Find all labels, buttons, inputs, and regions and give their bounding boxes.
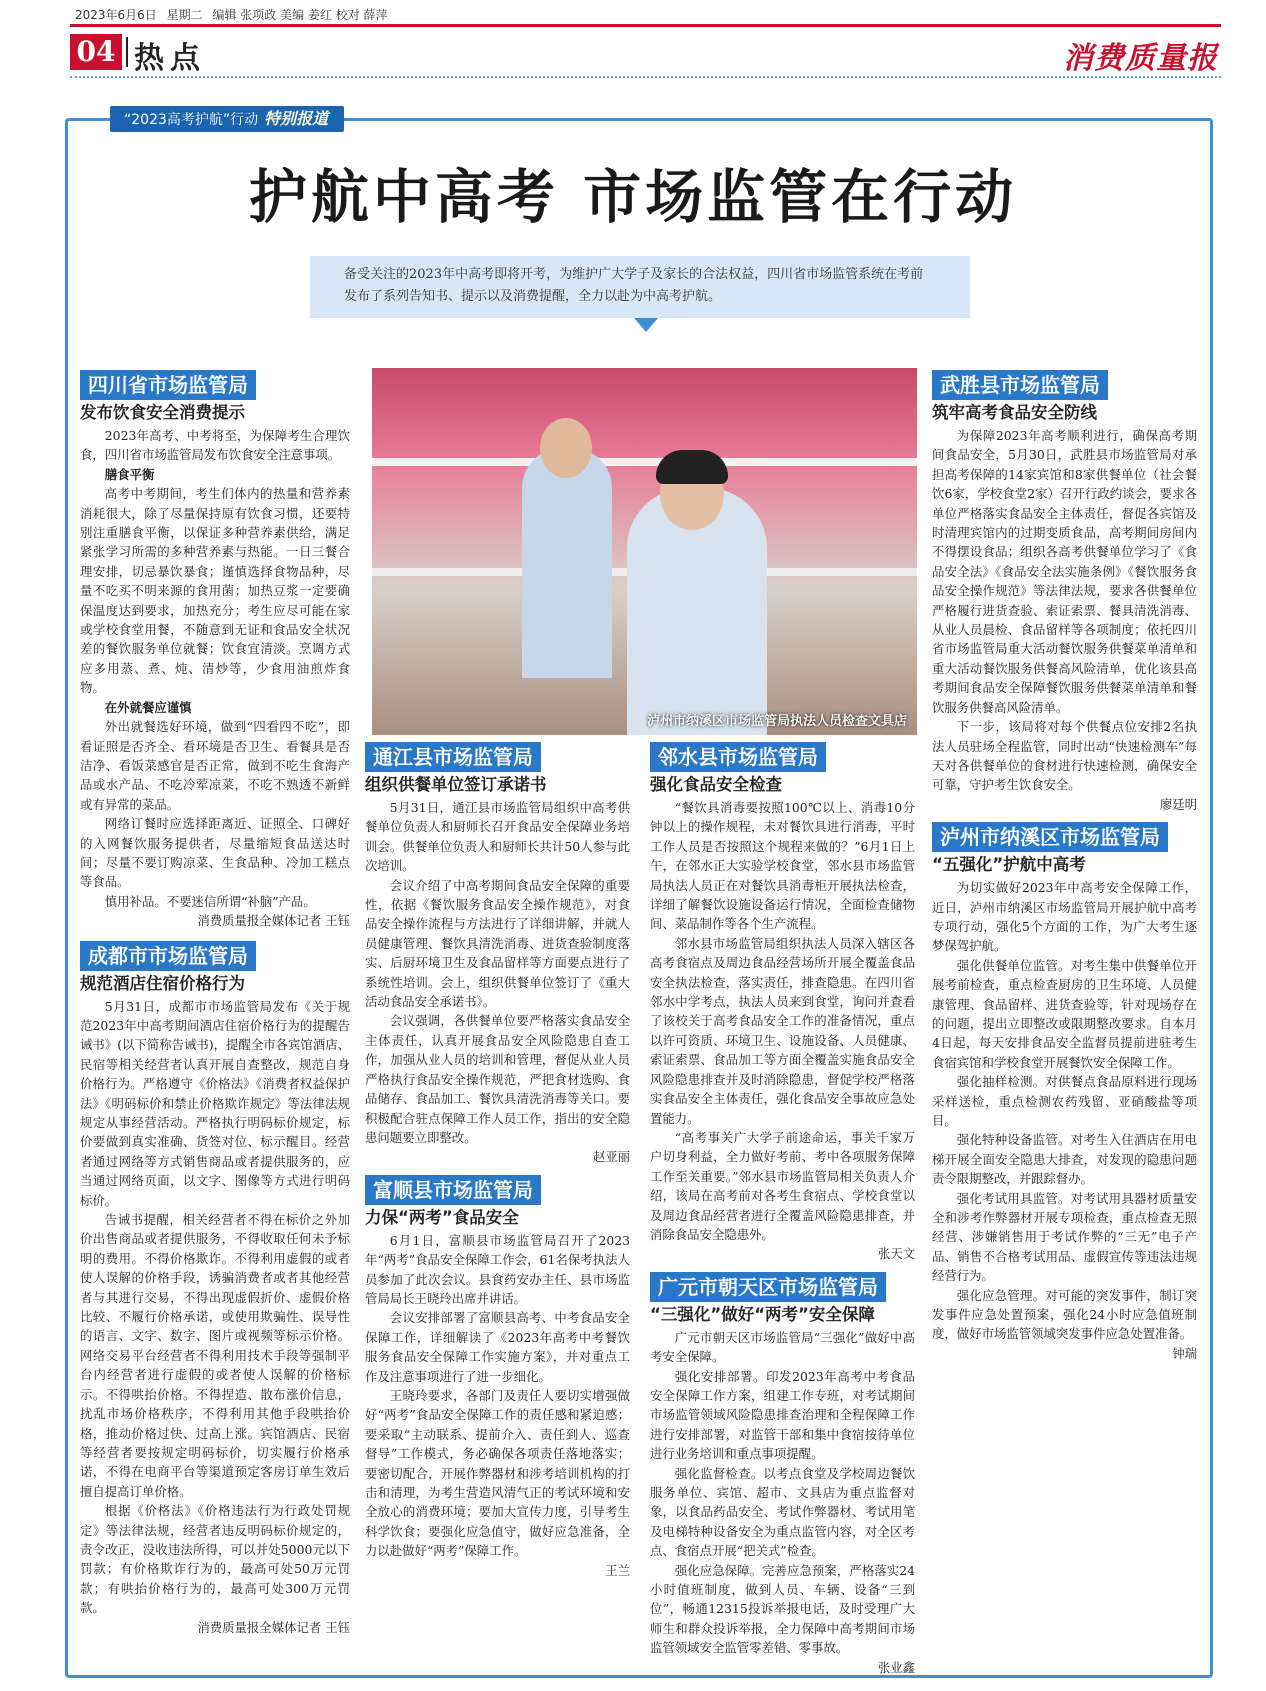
article-paragraph: “高考事关广大学子前途命运，事关千家万户切身利益，全力做好考前、考中各项服务保障工作至关重要。”邻水县市场监管局相关负责人介绍，该局在高考前对各考生食宿点、学校食堂以及周边食品经营者进行全覆盖风险隐患排查，并消除食品安全隐患外。 bbox=[650, 1129, 915, 1242]
special-report-tag bbox=[110, 106, 344, 132]
article-paragraph: 强化考试用具监管。对考试用具器材质量安全和涉考作弊器材开展专项检查，重点检查无照经营、涉嫌销售用于考试作弊的“三无”电子产品、销售不合格考试用品、虚假宣传等违法违规经营行为。 bbox=[932, 1190, 1197, 1284]
article-paragraph: 强化监督检查。以考点食堂及学校周边餐饮服务单位、宾馆、超市、文具店为重点监督对象，以食品药品安全、考试作弊器材、考试用笔及电梯特种设备安全为重点监管内容，对全区考点、食宿点开展“把关式”检查。 bbox=[650, 1465, 915, 1559]
photo-officer-hair bbox=[656, 450, 728, 484]
article-byline: 赵亚丽 bbox=[592, 1149, 630, 1165]
photo-shelf bbox=[372, 458, 917, 466]
article-org-linshui: 邻水县市场监管局 bbox=[650, 742, 826, 772]
news-photo bbox=[372, 368, 917, 735]
article-paragraph: 网络订餐时应选择距离近、证照全、口碑好的入网餐饮服务提供者，尽量缩短食品送达时间；尽量不要订购凉菜、生食品种、冷加工糕点等食品。 bbox=[80, 816, 350, 890]
article-subtitle: 发布饮食安全消费提示 bbox=[80, 403, 245, 422]
tag-label: “2023高考护航”行动 bbox=[124, 112, 259, 128]
article-subhead: 膳食平衡 bbox=[104, 466, 155, 482]
article-paragraph: 2023年高考、中考将至，为保障考生合理饮食，四川省市场监管局发布饮食安全注意事项。 bbox=[80, 428, 350, 463]
article-byline: 张业鑫 bbox=[877, 1659, 915, 1675]
article-paragraph: 下一步，该局将对每个供餐点位安排2名执法人员驻场全程监管，同时出动“快速检测车”每天对各供餐单位的食材进行快速检测，确保安全可靠，守护考生饮食安全。 bbox=[932, 719, 1197, 793]
article-paragraph: “餐饮具消毒要按照100℃以上、消毒10分钟以上的操作规程，未对餐饮具进行消毒，平时工作人员是否按照这个规程来做的？”6月1日上午，在邻水正大实验学校食堂，邻水县市场监管局执法人员正在对餐饮具消毒柜开展执法检查，详细了解餐饮设施设备运行情况，全面检查储物间、菜品制作等各个生产流程。 bbox=[650, 800, 915, 932]
page-headline: 护航中高考 市场监管在行动 bbox=[248, 163, 1018, 231]
column-1 bbox=[80, 368, 350, 1678]
article-subtitle: 筑牢高考食品安全防线 bbox=[932, 403, 1097, 422]
article-paragraph: 强化抽样检测。对供餐点食品原料进行现场采样送检，重点检测农药残留、亚硝酸盐等项目。 bbox=[932, 1074, 1197, 1128]
issue-editors: 编辑 张项政 美编 姜红 校对 薛萍 bbox=[212, 8, 388, 22]
column-2 bbox=[365, 740, 630, 1678]
article-paragraph: 根据《价格法》《价格违法行为行政处罚规定》等法律法规，经营者违反明码标价规定的，责令改正，没收违法所得，可以并处5000元以下罚款；有价格欺诈行为的，最高可处50万元罚款；有哄抬价格行为的，最高可处300万元罚款。 bbox=[80, 1503, 350, 1616]
article-paragraph: 强化安排部署。印发2023年高考中考食品安全保障工作方案，组建工作专班，对考试期间市场监管领域风险隐患排查治理和全程保障工作进行安排部署，对监管干部和集中食宿按待单位进行业务培训和重点事项提醒。 bbox=[650, 1368, 915, 1462]
photo-officer-body bbox=[522, 448, 612, 678]
photo-caption: 泸州市纳溪区市场监管局执法人员检查文具店 bbox=[646, 714, 907, 729]
photo-officer-head bbox=[540, 418, 592, 478]
header-rule bbox=[70, 24, 1221, 27]
article-byline: 张天文 bbox=[877, 1246, 915, 1262]
article-org-wusheng: 武胜县市场监管局 bbox=[932, 370, 1108, 400]
article-subtitle: 组织供餐单位签订承诺书 bbox=[365, 775, 547, 794]
issue-weekday: 星期二 bbox=[166, 8, 203, 22]
issue-line bbox=[75, 6, 394, 23]
section-title: 热点 bbox=[134, 33, 206, 77]
lead-paragraph: 备受关注的2023年中高考即将开考，为维护广大学子及家长的合法权益，四川省市场监管系统在考前发布了系列告知书、提示以及消费提醒，全力以赴为中高考护航。 bbox=[310, 256, 970, 318]
article-paragraph: 会议安排部署了富顺县高考、中考食品安全保障工作，详细解读了《2023年高考中考餐饮服务食品安全保障工作实施方案》，并对重点工作及注意事项进行了进一步细化。 bbox=[365, 1310, 630, 1384]
article-byline: 消费质量报全媒体记者 王钰 bbox=[197, 1619, 350, 1635]
article-org-naxi: 泸州市纳溪区市场监管局 bbox=[932, 822, 1168, 852]
article-paragraph: 5月31日，通江县市场监管局组织中高考供餐单位负责人和厨师长召开食品安全保障业务培训会。供餐单位负责人和厨师长共计50人参与此次培训。 bbox=[365, 800, 630, 874]
article-org-chaotian: 广元市朝天区市场监管局 bbox=[650, 1272, 886, 1302]
article-paragraph: 会议介绍了中高考期间食品安全保障的重要性，依据《餐饮服务食品安全操作规范》，对食品安全操作流程与方法进行了详细讲解，并就人员健康管理、餐饮具清洗消毒、进货查验制度落实、后厨环境卫生及食品留样等方面要点进行了系统性培训。会上，组织供餐单位签订了《重大活动食品安全承诺书》。 bbox=[365, 877, 630, 1010]
article-org-chengdu: 成都市市场监管局 bbox=[80, 941, 256, 971]
article-subtitle: 规范酒店住宿价格行为 bbox=[80, 973, 245, 993]
article-subhead: 在外就餐应谨慎 bbox=[104, 699, 192, 715]
issue-date: 2023年6月6日 bbox=[75, 8, 157, 22]
article-paragraph: 强化特种设备监管。对考生入住酒店在用电梯开展全面安全隐患大排查，对发现的隐患问题责令限期整改，并跟踪督办。 bbox=[932, 1132, 1197, 1187]
article-paragraph: 邻水县市场监管局组织执法人员深入辖区各高考食宿点及周边食品经营场所开展全覆盖食品安全执法检查，落实责任，排查隐患。在四川省邻水中学考点，执法人员来到食堂，询问并查看了该校关于高考食品安全工作的准备情况，重点以许可资质、环境卫生、设施设备、人员健康、索证索票、食品加工等方面全覆盖实施食品安全风险隐患排查并及时消除隐患，督促学校严格落实食品安全主体责任，强化食品安全事故应急处置能力。 bbox=[650, 935, 915, 1126]
header-dotted-rule bbox=[70, 76, 1221, 78]
tag-special: 特别报道 bbox=[264, 109, 329, 128]
masthead-logo: 消费质量报 bbox=[1063, 41, 1218, 76]
article-paragraph: 慎用补品。不要迷信所谓“补脑”产品。 bbox=[104, 893, 316, 909]
article-org-tongjiang: 通江县市场监管局 bbox=[365, 742, 541, 772]
article-paragraph: 5月31日，成都市市场监管局发布《关于规范2023年中高考期间酒店住宿价格行为的提醒告诫书》(以下简称告诫书)，提醒全市各宾馆酒店、民宿等相关经营者认真开展自查整改，规范自身价格行为。严格遵守《价格法》《消费者权益保护法》《明码标价和禁止价格欺诈规定》等法律法规规定从事经营活动。严格执行明码标价规定，标价要做到真实准确、货签对位、标示醒目。经营者通过网络等方式销售商品或者提供服务的，应当通过网络页面，以文字、图像等方式进行明码标价。 bbox=[80, 998, 350, 1208]
article-paragraph: 广元市朝天区市场监管局“三强化”做好中高考安全保障。 bbox=[650, 1329, 915, 1365]
page-number: 04 bbox=[70, 34, 122, 70]
article-subtitle: “五强化”护航中高考 bbox=[932, 855, 1086, 875]
article-paragraph: 强化应急保障。完善应急预案，严格落实24小时值班制度，做到人员、车辆、设备“三到位”，畅通12315投诉举报电话，及时受理广大师生和群众投诉举报，全力保障中高考期间市场监管领域安全监管零差错、零事故。 bbox=[650, 1562, 915, 1656]
article-paragraph: 高考中考期间，考生们体内的热量和营养素消耗很大，除了尽量保持原有饮食习惯，还要特别注重膳食平衡，以保证多种营养素供给，满足紧张学习所需的多种营养素与热能。一日三餐合理安排，切忌暴饮暴食；谨慎选择食物品种，尽量不吃买不明来源的食用菌；加热豆浆一定要确保温度达到要求，加热充分；考生应尽可能在家或学校食堂用餐，不随意到无证和食品安全状况差的餐饮服务单位就餐；饮食宜清淡。烹调方式应多用蒸、煮、炖、清炒等，少食用油煎炸食物。 bbox=[80, 486, 350, 696]
article-subtitle: “三强化”做好“两考”安全保障 bbox=[650, 1304, 875, 1324]
article-subtitle: 强化食品安全检查 bbox=[650, 775, 782, 794]
article-byline: 廖廷明 bbox=[1159, 796, 1197, 812]
article-paragraph: 为保障2023年高考顺利进行，确保高考期间食品安全，5月30日，武胜县市场监管局对承担高考保障的14家宾馆和8家供餐单位（社会餐饮6家，学校食堂2家）召开行政约谈会，要求各单位严格落实食品安全主体责任，督促各宾馆及时清理宾馆内的过期变质食品，高考期间房间内不得摆设食品；组织各高考供餐单位学习了《食品安全法》《食品安全法实施条例》《餐饮服务食品安全操作规范》等法律法规，要求各供餐单位严格履行进货查验、索证索票、餐具清洗消毒、从业人员晨检、食品留样等各项制度；依托四川省市场监管局重大活动餐饮服务供餐菜单清单和重大活动餐饮服务供餐高风险清单，优化该县高考期间食品安全保障餐饮服务供餐菜单清单和餐饮服务供餐高风险清单。 bbox=[932, 428, 1197, 715]
article-paragraph: 为切实做好2023年中高考安全保障工作，近日，泸州市纳溪区市场监管局开展护航中高考专项行动，强化5个方面的工作，为广大考生逐梦保驾护航。 bbox=[932, 880, 1197, 954]
article-subtitle: 力保“两考”食品安全 bbox=[365, 1207, 519, 1227]
article-paragraph: 外出就餐选好环境，做到“四看四不吃”，即看证照是否齐全、看环境是否卫生、看餐具是否洁净、看饭菜感官是否正常，做到不吃生食海产品或水产品、不吃冷荤凉菜，不吃不熟透不新鲜或有异常的菜品。 bbox=[80, 719, 350, 812]
article-org-fushun: 富顺县市场监管局 bbox=[365, 1175, 541, 1205]
article-byline: 消费质量报全媒体记者 王钰 bbox=[197, 913, 350, 929]
article-paragraph: 告诫书提醒，相关经营者不得在标价之外加价出售商品或者提供服务，不得收取任何未予标明的费用。不得价格欺诈。不得利用虚假的或者使人误解的价格手段，诱骗消费者或者其他经营者与其进行交易，不得出现虚假折价、虚假价格比较、不履行价格承诺，或使用欺骗性、误导性的语言、文字、数字、图片或视频等标示价格。网络交易平台经营者不得利用技术手段等强制平台内经营者进行虚假的或者使人误解的价格标示。不得哄抬价格。不得捏造、散布涨价信息，扰乱市场价格秩序，不得利用其他手段哄抬价格，推动价格过快、过高上涨。宾馆酒店、民宿等经营者要按规定明码标价，切实履行价格承诺，不得在电商平台等渠道预定客房订单生效后擅自提高订单价格。 bbox=[80, 1212, 350, 1499]
article-org-sichuan: 四川省市场监管局 bbox=[80, 370, 256, 400]
article-paragraph: 会议强调，各供餐单位要严格落实食品安全主体责任，认真开展食品安全风险隐患自查工作，加强从业人员的培训和管理，督促从业人员严格执行食品安全操作规范，严把食材选购、食品储存、食品加工、餐饮具清洗消毒等关口。要积极配合驻点保障工作人员工作，指出的安全隐患问题要立即整改。 bbox=[365, 1013, 630, 1145]
article-paragraph: 6月1日，富顺县市场监管局召开了2023年“两考”食品安全保障工作会，61名保考执法人员参加了此次会议。县食药安办主任、县市场监管局局长王晓玲出席并讲话。 bbox=[365, 1232, 630, 1306]
column-4 bbox=[932, 368, 1197, 1678]
article-paragraph: 强化供餐单位监管。对考生集中供餐单位开展考前检查，重点检查厨房的卫生环境、人员健康管理、食品留样、进货查验等，针对现场存在的问题，提出立即整改或限期整改要求。自本月4日起，每天安排食品安全监督员提前进驻考生食宿宾馆和学校食堂开展餐饮安全保障工作。 bbox=[932, 957, 1197, 1070]
article-byline: 王兰 bbox=[605, 1562, 630, 1578]
article-paragraph: 强化应急管理。对可能的突发事件，制订突发事件应急处置预案，强化24小时应急值班制度，做好市场监管领域突发事件应急处置准备。 bbox=[932, 1287, 1197, 1342]
column-3 bbox=[650, 740, 915, 1678]
article-byline: 钟瑞 bbox=[1172, 1345, 1197, 1361]
article-paragraph: 王晓玲要求，各部门及责任人要切实增强做好“两考”食品安全保障工作的责任感和紧迫感；要采取“主动联系、提前介入、责任到人、巡查督导”工作模式，务必确保各项责任落地落实；要密切配合，开展作弊器材和涉考培训机构的打击和清理，为考生营造风清气正的考试环境和安全放心的消费环境；要加大宣传力度，引导考生科学饮食；要强化应急值守，做好应急准备，全力以赴做好“两考”保障工作。 bbox=[365, 1387, 630, 1559]
